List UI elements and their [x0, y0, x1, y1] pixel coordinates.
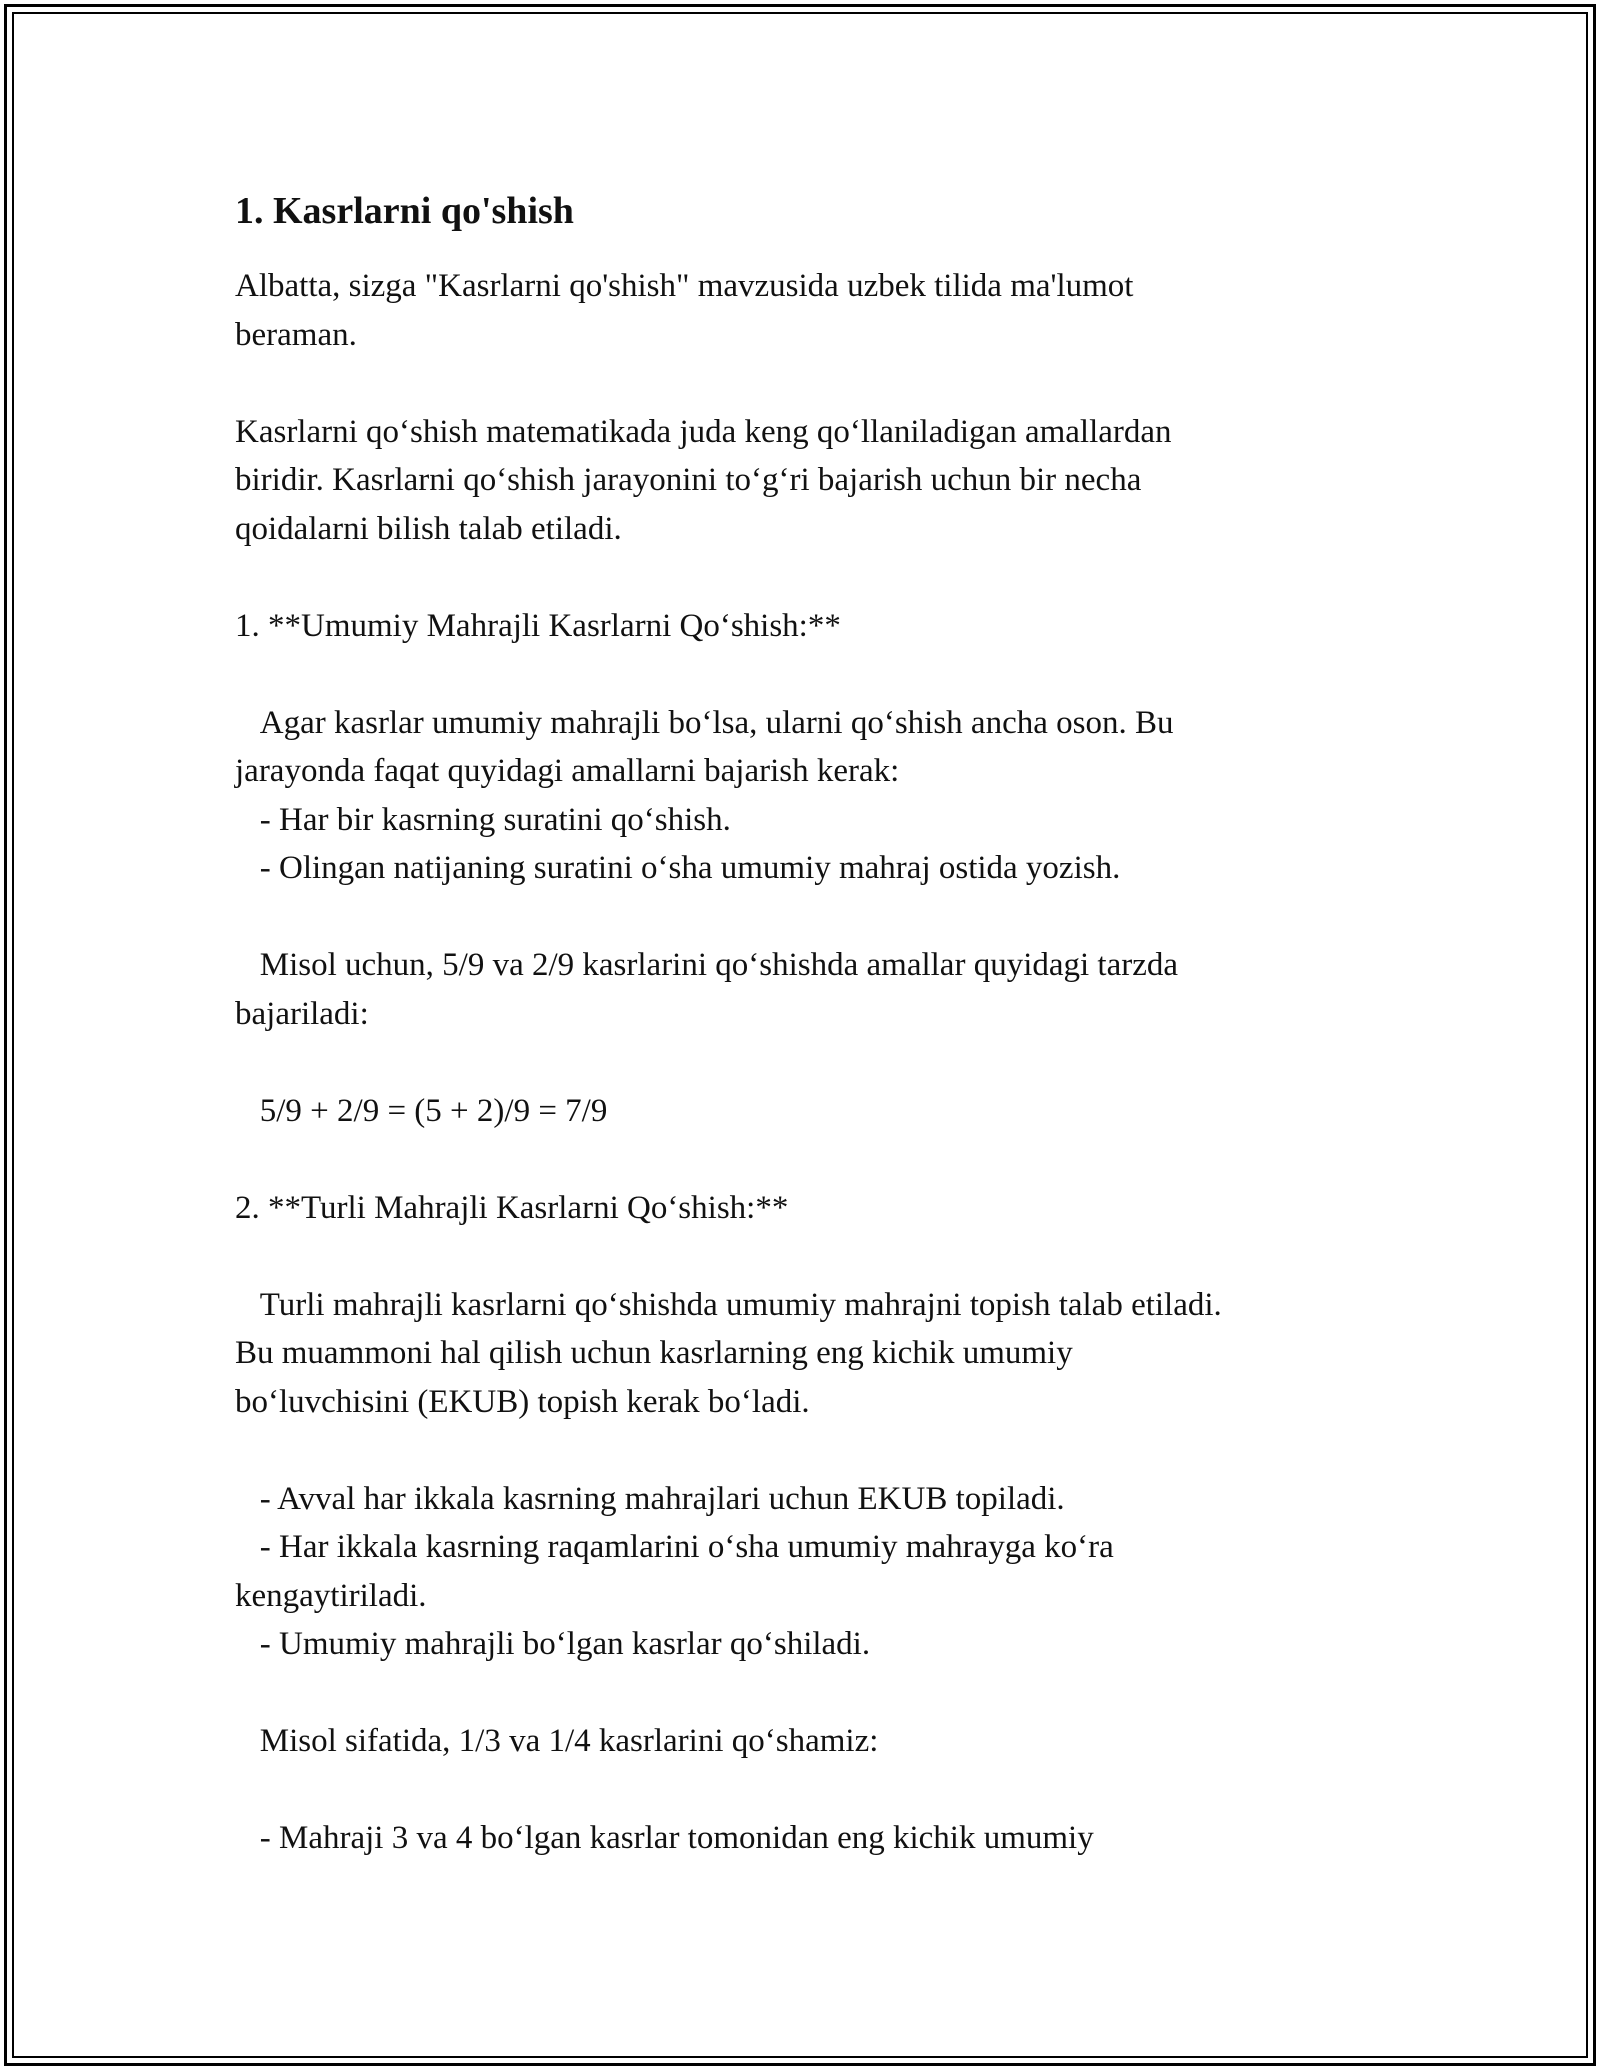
text-line: Turli mahrajli kasrlarni qo‘shishda umumiy mahrajni topish talab etiladi.	[235, 1286, 1222, 1323]
text-line: 5/9 + 2/9 = (5 + 2)/9 = 7/9	[235, 1092, 608, 1129]
text-line: beraman.	[235, 316, 357, 353]
blank-line	[235, 359, 1385, 408]
text-line: jarayonda faqat quyidagi amallarni bajarish kerak:	[235, 753, 900, 789]
text-line: bo‘luvchisini (EKUB) topish kerak bo‘ladi.	[235, 1383, 810, 1420]
text-line: Bu muammoni hal qilish uchun kasrlarning eng kichik umumiy	[235, 1335, 1073, 1371]
text-line: qoidalarni bilish talab etiladi.	[235, 510, 622, 547]
text-line: Misol uchun, 5/9 va 2/9 kasrlarini qo‘shishda amallar quyidagi tarzda	[235, 947, 1179, 983]
blank-line	[235, 650, 1385, 699]
text-line: - Olingan natijaning suratini o‘sha umumiy mahraj ostida yozish.	[235, 850, 1121, 886]
blank-line	[235, 1232, 1385, 1281]
text-line: biridir. Kasrlarni qo‘shish jarayonini to‘g‘ri bajarish uchun bir necha	[235, 462, 1142, 498]
text-line: - Har bir kasrning suratini qo‘shish.	[235, 801, 731, 838]
document-body	[235, 186, 1385, 1863]
blank-line	[235, 1038, 1385, 1087]
text-line: 2. **Turli Mahrajli Kasrlarni Qo‘shish:**	[235, 1189, 789, 1226]
blank-line	[235, 893, 1385, 942]
text-line: Albatta, sizga "Kasrlarni qo'shish" mavzusida uzbek tilida ma'lumot	[235, 268, 1134, 304]
blank-line	[235, 1135, 1385, 1184]
document-heading: 1. Kasrlarni qo'shish	[235, 190, 574, 232]
text-line: - Mahraji 3 va 4 bo‘lgan kasrlar tomonidan eng kichik umumiy	[235, 1820, 1094, 1856]
blank-line	[235, 1669, 1385, 1718]
blank-line	[235, 1766, 1385, 1815]
document-text	[235, 262, 1385, 1863]
text-line: - Avval har ikkala kasrning mahrajlari uchun EKUB topiladi.	[235, 1480, 1065, 1517]
text-line: - Umumiy mahrajli bo‘lgan kasrlar qo‘shiladi.	[235, 1626, 871, 1662]
text-line: Kasrlarni qo‘shish matematikada juda keng qo‘llaniladigan amallardan	[235, 413, 1172, 450]
text-line: - Har ikkala kasrning raqamlarini o‘sha umumiy mahrayga ko‘ra	[235, 1529, 1114, 1565]
text-line: Agar kasrlar umumiy mahrajli bo‘lsa, ularni qo‘shish ancha oson. Bu	[235, 704, 1174, 741]
text-line: bajariladi:	[235, 995, 369, 1032]
blank-line	[235, 553, 1385, 602]
text-line: Misol sifatida, 1/3 va 1/4 kasrlarini qo‘shamiz:	[235, 1723, 879, 1759]
text-line: kengaytiriladi.	[235, 1577, 427, 1614]
text-line: 1. **Umumiy Mahrajli Kasrlarni Qo‘shish:**	[235, 607, 841, 644]
blank-line	[235, 1426, 1385, 1475]
